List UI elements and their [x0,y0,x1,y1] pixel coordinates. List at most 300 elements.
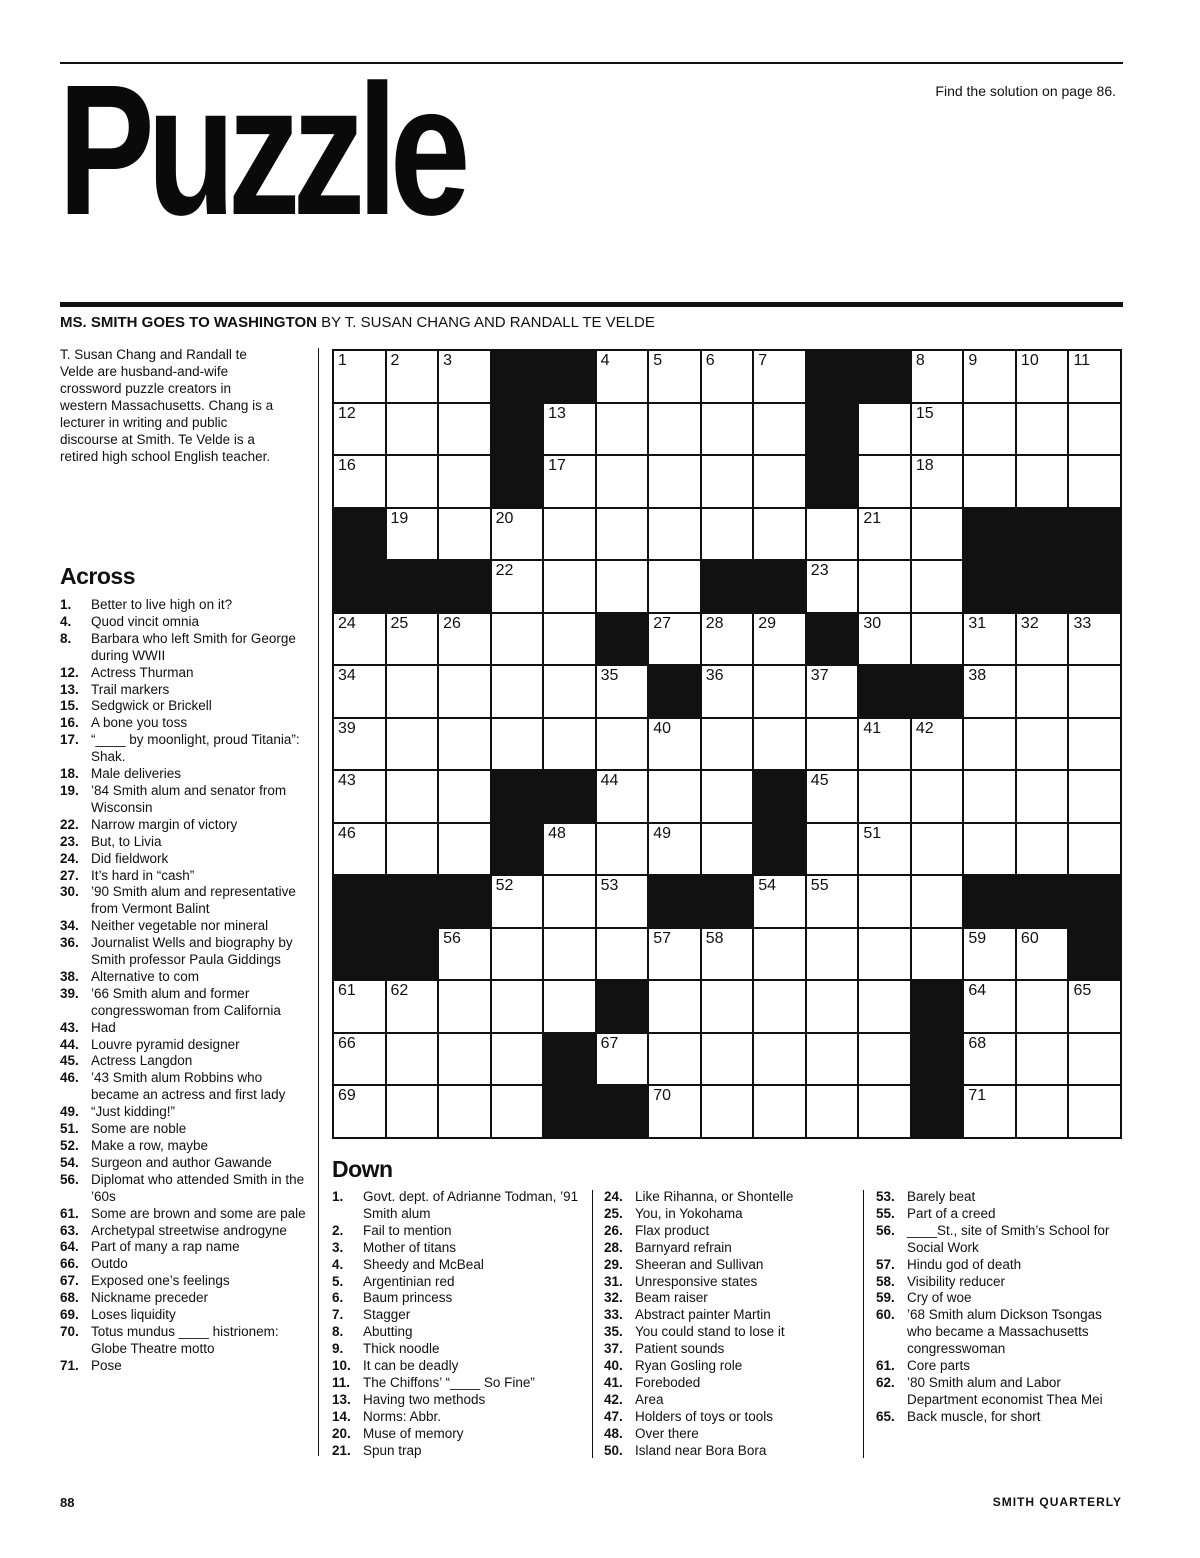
grid-cell[interactable] [964,824,1017,877]
grid-cell[interactable] [859,1086,912,1139]
grid-cell[interactable] [702,771,755,824]
grid-cell[interactable] [334,824,387,877]
grid-cell[interactable] [1017,824,1070,877]
cell-number: 61 [338,982,356,1000]
cell-number: 34 [338,667,356,685]
clue-item [604,1392,852,1409]
grid-cell[interactable] [754,719,807,772]
grid-cell[interactable] [1017,351,1070,404]
grid-cell[interactable] [439,929,492,982]
clue-number: 27. [60,867,79,883]
grid-cell[interactable] [544,614,597,667]
grid-cell[interactable] [387,351,440,404]
grid-cell[interactable] [387,771,440,824]
clue-number: 1. [332,1189,344,1204]
grid-cell[interactable] [859,404,912,457]
clue-number: 45. [60,1053,79,1069]
clue-item [60,1121,310,1138]
grid-cell[interactable] [859,719,912,772]
cell-number: 15 [915,404,934,422]
clue-text: Abstract painter Martin [635,1307,771,1323]
clue-number: 11. [332,1374,351,1390]
clue-item [876,1189,1124,1206]
grid-cell[interactable] [912,876,965,929]
clue-text: Loses liquidity [91,1307,176,1323]
grid-cell[interactable] [964,771,1017,824]
grid-cell[interactable] [1017,456,1070,509]
grid-cell[interactable] [702,404,755,457]
clue-item [60,868,310,885]
grid-cell[interactable] [334,1034,387,1087]
cell-number: 44 [600,772,619,790]
grid-cell[interactable] [859,1034,912,1087]
clue-text: Beam raiser [635,1290,708,1306]
grid-cell[interactable] [597,771,650,824]
grid-cell[interactable] [1017,666,1070,719]
clue-text: Exposed one’s feelings [91,1273,230,1289]
grid-cell[interactable] [334,1086,387,1139]
clue-text: Baum princess [363,1290,453,1306]
grid-cell[interactable] [912,771,965,824]
grid-cell[interactable] [702,666,755,719]
clue-number: 42. [604,1391,623,1407]
grid-cell[interactable] [754,614,807,667]
clue-number: 62. [876,1374,895,1390]
clue-number: 64. [60,1239,79,1255]
grid-cell[interactable] [702,719,755,772]
grid-cell[interactable] [387,456,440,509]
grid-block [439,876,492,929]
grid-cell[interactable] [1069,981,1122,1034]
clue-text: You could stand to lose it [635,1324,785,1340]
grid-cell[interactable] [807,719,860,772]
clue-text: Area [635,1391,664,1407]
grid-cell[interactable] [964,666,1017,719]
clue-number: 67. [60,1273,79,1289]
grid-block [387,876,440,929]
clue-item [332,1392,580,1409]
grid-cell[interactable] [702,929,755,982]
grid-cell[interactable] [859,981,912,1034]
grid-cell[interactable] [807,1086,860,1139]
grid-cell[interactable] [439,614,492,667]
clue-item [60,1172,310,1206]
cell-number: 71 [968,1087,987,1105]
grid-cell[interactable] [859,614,912,667]
grid-block [544,1086,597,1139]
grid-cell[interactable] [649,351,702,404]
clue-item [60,597,310,614]
grid-cell[interactable] [859,929,912,982]
grid-cell[interactable] [439,1086,492,1139]
grid-cell[interactable] [1017,1086,1070,1139]
clue-number: 35. [604,1324,623,1340]
clue-item [604,1375,852,1392]
grid-cell[interactable] [544,929,597,982]
grid-block [754,561,807,614]
grid-block [807,404,860,457]
grid-cell[interactable] [912,404,965,457]
clue-number: 36. [60,935,79,951]
clue-text: Barbara who left Smith for George during WWII [91,630,296,663]
clue-item [60,665,310,682]
grid-cell[interactable] [754,666,807,719]
clue-text: Narrow margin of victory [91,816,238,832]
grid-cell[interactable] [597,1034,650,1087]
clue-text: “____ by moonlight, proud Titania”: Shak. [91,732,300,765]
cell-number: 54 [758,877,777,895]
grid-cell[interactable] [964,614,1017,667]
grid-cell[interactable] [1069,771,1122,824]
clue-text: ’43 Smith alum Robbins who became an actress and first lady [91,1070,286,1103]
grid-cell[interactable] [544,561,597,614]
grid-cell[interactable] [964,1034,1017,1087]
grid-cell[interactable] [544,824,597,877]
clue-text: Cry of woe [907,1290,972,1306]
grid-cell[interactable] [387,1086,440,1139]
grid-cell[interactable] [334,719,387,772]
clue-text: Muse of memory [363,1425,464,1441]
grid-cell[interactable] [964,351,1017,404]
grid-cell[interactable] [754,929,807,982]
grid-cell[interactable] [912,561,965,614]
grid-cell[interactable] [754,351,807,404]
clue-number: 31. [604,1273,623,1289]
grid-cell[interactable] [439,509,492,562]
clue-text: Stagger [363,1307,411,1323]
clue-item [60,851,310,868]
grid-cell[interactable] [1017,771,1070,824]
grid-cell[interactable] [544,456,597,509]
down-heading: Down [332,1156,393,1182]
grid-cell[interactable] [544,404,597,457]
grid-block [1069,929,1122,982]
solution-note: Find the solution on page 86. [935,83,1116,99]
grid-cell[interactable] [649,404,702,457]
grid-cell[interactable] [492,876,545,929]
clue-text: Patient sounds [635,1341,725,1357]
grid-cell[interactable] [597,561,650,614]
clue-item [60,698,310,715]
grid-cell[interactable] [597,929,650,982]
clue-text: Totus mundus ____ histrionem: Globe Theatre motto [91,1323,279,1356]
grid-block [387,929,440,982]
clue-item [60,783,310,817]
clue-text: Quod vincit omnia [91,613,200,629]
grid-cell[interactable] [439,1034,492,1087]
grid-cell[interactable] [334,456,387,509]
clue-text: You, in Yokohama [635,1205,743,1221]
grid-cell[interactable] [1069,456,1122,509]
grid-cell[interactable] [702,824,755,877]
clue-number: 70. [60,1323,79,1339]
grid-cell[interactable] [964,929,1017,982]
cell-number: 40 [653,719,671,737]
clue-item [876,1274,1124,1291]
clue-item [604,1189,852,1206]
grid-cell[interactable] [807,561,860,614]
clue-item [332,1223,580,1240]
grid-cell[interactable] [544,509,597,562]
grid-cell[interactable] [807,509,860,562]
clue-text: Unresponsive states [635,1273,758,1289]
clue-item [60,1307,310,1324]
grid-cell[interactable] [649,1086,702,1139]
clue-text: Like Rihanna, or Shontelle [635,1189,794,1204]
grid-cell[interactable] [754,404,807,457]
grid-block [334,561,387,614]
grid-cell[interactable] [1069,1034,1122,1087]
grid-cell[interactable] [649,561,702,614]
grid-cell[interactable] [1017,404,1070,457]
grid-cell[interactable] [912,929,965,982]
grid-cell[interactable] [492,666,545,719]
grid-cell[interactable] [334,351,387,404]
grid-cell[interactable] [702,614,755,667]
clue-item [332,1443,580,1460]
grid-cell[interactable] [649,1034,702,1087]
grid-cell[interactable] [912,614,965,667]
grid-cell[interactable] [702,456,755,509]
clue-text: Foreboded [635,1374,701,1390]
clue-text: Core parts [907,1358,971,1374]
grid-cell[interactable] [649,719,702,772]
grid-cell[interactable] [807,1034,860,1087]
grid-cell[interactable] [597,719,650,772]
clue-number: 68. [60,1290,79,1306]
grid-cell[interactable] [334,981,387,1034]
clue-item [60,817,310,834]
clue-text: Make a row, maybe [91,1138,209,1153]
clue-number: 26. [604,1222,623,1238]
clue-text: ’84 Smith alum and senator from Wisconsin [91,782,287,815]
grid-cell[interactable] [1069,351,1122,404]
grid-cell[interactable] [702,351,755,404]
grid-cell[interactable] [649,981,702,1034]
clue-item [604,1443,852,1460]
grid-cell[interactable] [754,456,807,509]
grid-cell[interactable] [912,824,965,877]
grid-cell[interactable] [1069,824,1122,877]
clue-item [60,682,310,699]
clue-number: 10. [332,1358,351,1374]
grid-cell[interactable] [544,666,597,719]
grid-cell[interactable] [912,456,965,509]
clue-number: 13. [60,681,79,697]
clue-number: 29. [604,1256,623,1272]
grid-cell[interactable] [1069,666,1122,719]
grid-cell[interactable] [492,1034,545,1087]
cell-number: 30 [863,614,882,632]
grid-block [859,351,912,404]
grid-cell[interactable] [1017,614,1070,667]
grid-cell[interactable] [544,876,597,929]
grid-cell[interactable] [492,614,545,667]
grid-cell[interactable] [492,561,545,614]
grid-cell[interactable] [439,351,492,404]
grid-cell[interactable] [597,824,650,877]
grid-cell[interactable] [649,771,702,824]
clue-text: Some are noble [91,1121,187,1137]
grid-cell[interactable] [387,614,440,667]
column-divider [318,348,319,1456]
clue-number: 52. [60,1138,79,1153]
grid-cell[interactable] [597,876,650,929]
grid-cell[interactable] [597,456,650,509]
grid-cell[interactable] [754,981,807,1034]
grid-cell[interactable] [649,509,702,562]
grid-cell[interactable] [597,351,650,404]
cell-number: 55 [810,877,829,895]
grid-cell[interactable] [859,509,912,562]
clue-number: 71. [60,1357,79,1373]
grid-cell[interactable] [1017,929,1070,982]
grid-cell[interactable] [964,981,1017,1034]
grid-cell[interactable] [807,981,860,1034]
grid-cell[interactable] [544,981,597,1034]
grid-cell[interactable] [702,1086,755,1139]
grid-cell[interactable] [649,929,702,982]
grid-cell[interactable] [649,824,702,877]
cell-number: 21 [863,509,882,527]
grid-cell[interactable] [859,561,912,614]
grid-cell[interactable] [334,666,387,719]
clue-item [604,1409,852,1426]
clue-text: Male deliveries [91,766,182,782]
clue-item [604,1426,852,1443]
grid-cell[interactable] [807,824,860,877]
grid-cell[interactable] [702,1034,755,1087]
grid-cell[interactable] [807,666,860,719]
grid-cell[interactable] [912,719,965,772]
grid-cell[interactable] [387,981,440,1034]
cell-number: 4 [600,352,610,369]
clue-number: 59. [876,1290,895,1306]
grid-cell[interactable] [439,666,492,719]
clue-text: Actress Thurman [91,664,194,680]
cell-number: 70 [653,1087,671,1105]
grid-cell[interactable] [912,351,965,404]
grid-cell[interactable] [754,1034,807,1087]
cell-number: 59 [968,929,987,947]
clue-text: Norms: Abbr. [363,1408,442,1424]
clue-text: Barely beat [907,1189,976,1204]
grid-block [964,561,1017,614]
grid-cell[interactable] [492,1086,545,1139]
clue-item [604,1307,852,1324]
grid-cell[interactable] [859,456,912,509]
grid-cell[interactable] [387,509,440,562]
grid-cell[interactable] [439,981,492,1034]
grid-cell[interactable] [649,456,702,509]
grid-cell[interactable] [1069,614,1122,667]
clue-number: 8. [332,1324,344,1340]
grid-cell[interactable] [912,509,965,562]
puzzle-byline [60,314,655,331]
grid-cell[interactable] [807,929,860,982]
grid-cell[interactable] [754,876,807,929]
clue-number: 12. [60,664,79,680]
grid-cell[interactable] [859,771,912,824]
cell-number: 38 [968,667,987,685]
grid-block [754,824,807,877]
grid-cell[interactable] [492,929,545,982]
grid-cell[interactable] [334,614,387,667]
cell-number: 18 [915,457,934,475]
cell-number: 49 [653,824,671,842]
grid-cell[interactable] [439,404,492,457]
clue-number: 2. [332,1222,344,1238]
clue-text: Spun trap [363,1442,422,1458]
grid-cell[interactable] [1017,1034,1070,1087]
grid-cell[interactable] [859,876,912,929]
grid-cell[interactable] [387,1034,440,1087]
clue-text: Sheeran and Sullivan [635,1256,764,1272]
grid-cell[interactable] [544,719,597,772]
clue-item [60,884,310,918]
grid-cell[interactable] [597,509,650,562]
grid-cell[interactable] [439,456,492,509]
clue-number: 51. [60,1121,79,1137]
grid-cell[interactable] [964,404,1017,457]
grid-cell[interactable] [387,824,440,877]
grid-cell[interactable] [859,824,912,877]
grid-block [754,771,807,824]
clue-item [60,1155,310,1172]
clue-item [332,1341,580,1358]
grid-cell[interactable] [964,719,1017,772]
grid-cell[interactable] [334,404,387,457]
grid-cell[interactable] [387,666,440,719]
clue-item [604,1206,852,1223]
grid-cell[interactable] [492,509,545,562]
grid-cell[interactable] [439,771,492,824]
clue-item [60,1256,310,1273]
clue-item [60,1020,310,1037]
grid-cell[interactable] [1017,719,1070,772]
grid-cell[interactable] [964,1086,1017,1139]
grid-cell[interactable] [702,509,755,562]
grid-cell[interactable] [1069,1086,1122,1139]
clue-number: 40. [604,1358,623,1374]
grid-cell[interactable] [439,719,492,772]
grid-cell[interactable] [807,876,860,929]
grid-block [702,876,755,929]
clue-text: Better to live high on it? [91,597,233,612]
grid-cell[interactable] [439,824,492,877]
clue-text: Back muscle, for short [907,1408,1041,1424]
grid-cell[interactable] [807,771,860,824]
grid-cell[interactable] [334,771,387,824]
cell-number: 2 [390,352,400,369]
grid-cell[interactable] [1069,719,1122,772]
grid-cell[interactable] [597,404,650,457]
grid-cell[interactable] [649,614,702,667]
grid-cell[interactable] [754,509,807,562]
clue-text: ’90 Smith alum and representative from Vermont Balint [91,884,296,917]
grid-cell[interactable] [702,981,755,1034]
grid-cell[interactable] [597,666,650,719]
grid-cell[interactable] [754,1086,807,1139]
grid-cell[interactable] [1017,981,1070,1034]
grid-cell[interactable] [964,456,1017,509]
grid-cell[interactable] [387,404,440,457]
cell-number: 68 [968,1034,987,1052]
grid-cell[interactable] [387,719,440,772]
grid-cell[interactable] [492,981,545,1034]
grid-cell[interactable] [492,719,545,772]
grid-cell[interactable] [1069,404,1122,457]
